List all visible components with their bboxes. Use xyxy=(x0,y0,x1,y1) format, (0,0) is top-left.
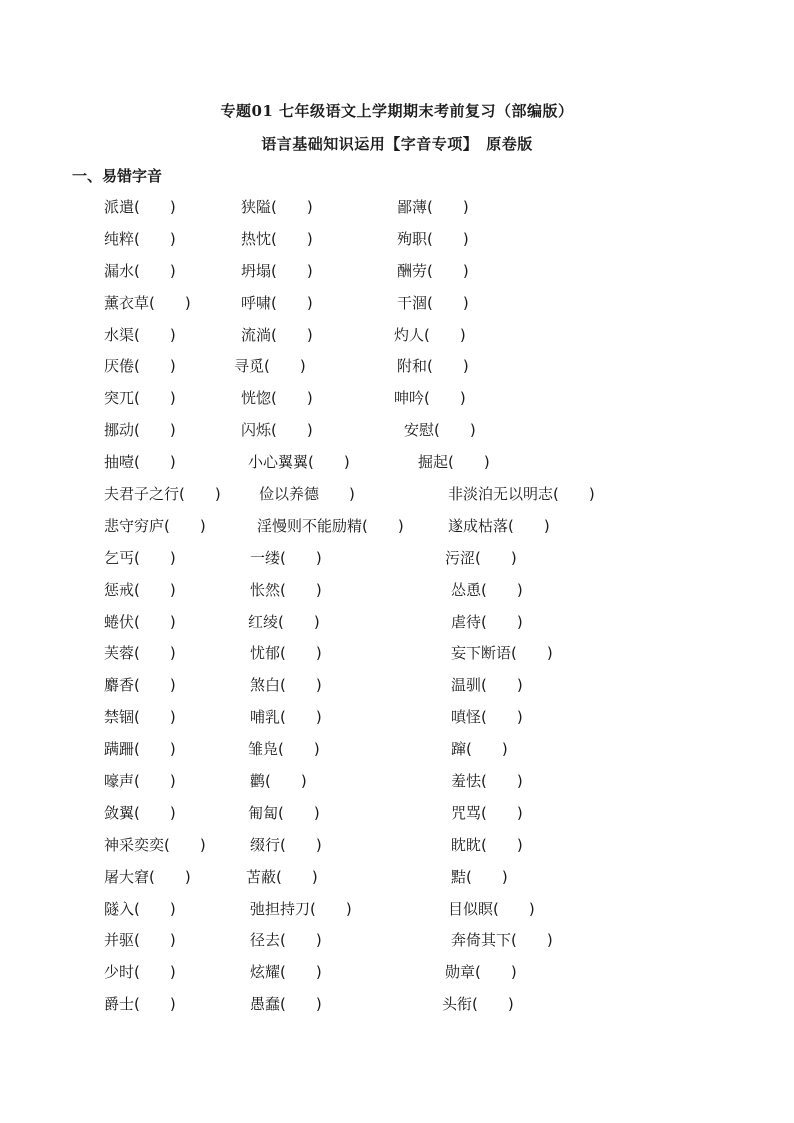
word-item: 并驱( ) xyxy=(104,931,176,950)
word-item: 红绫( ) xyxy=(248,612,320,631)
word-item: 小心翼翼( ) xyxy=(248,453,350,472)
word-item: 闪烁( ) xyxy=(241,421,313,440)
word-item: 薰衣草( ) xyxy=(104,293,191,312)
word-item: 挪动( ) xyxy=(104,421,176,440)
word-item: 鄙薄( ) xyxy=(397,198,469,216)
word-item: 遂成枯落( ) xyxy=(448,516,550,535)
word-item: 羞怯( ) xyxy=(451,772,523,791)
word-item: 炫耀( ) xyxy=(250,963,322,982)
word-row xyxy=(0,261,794,293)
word-item: 勋章( ) xyxy=(445,963,517,982)
word-row xyxy=(0,835,794,867)
word-item: 蹿( ) xyxy=(451,740,508,759)
word-item: 芙蓉( ) xyxy=(104,644,176,663)
word-item: 妄下断语( ) xyxy=(451,644,553,663)
word-item: 黠( ) xyxy=(451,867,508,886)
word-item: 头衔( ) xyxy=(442,995,514,1014)
word-item: 灼人( ) xyxy=(394,325,466,344)
word-item: 惩戒( ) xyxy=(104,580,176,599)
word-item: 鹳( ) xyxy=(250,772,307,791)
word-item: 爵士( ) xyxy=(104,995,176,1014)
word-row xyxy=(0,452,794,484)
word-row xyxy=(0,484,794,516)
word-item: 一缕( ) xyxy=(250,548,322,567)
word-item: 纯粹( ) xyxy=(104,229,176,248)
word-row xyxy=(0,771,794,803)
word-item: 俭以养德 ) xyxy=(259,485,355,504)
word-item: 缀行( ) xyxy=(250,835,322,854)
word-item: 虐待( ) xyxy=(451,612,523,631)
word-item: 蜷伏( ) xyxy=(104,612,176,631)
word-row xyxy=(0,962,794,994)
word-row xyxy=(0,612,794,644)
word-item: 温驯( ) xyxy=(451,676,523,695)
word-row xyxy=(0,930,794,962)
word-row xyxy=(0,229,794,261)
word-item: 呻吟( ) xyxy=(394,389,466,408)
word-row xyxy=(0,516,794,548)
word-row xyxy=(0,899,794,931)
word-item: 径去( ) xyxy=(250,931,322,950)
word-item: 屠大窘( ) xyxy=(104,867,191,886)
word-row xyxy=(0,293,794,325)
word-item: 敛翼( ) xyxy=(104,803,176,822)
word-item: 怂恿( ) xyxy=(451,580,523,599)
word-item: 愚蠢( ) xyxy=(250,995,322,1014)
word-item: 酬劳( ) xyxy=(397,261,469,280)
word-item: 突兀( ) xyxy=(104,389,176,408)
word-item: 漏水( ) xyxy=(104,261,176,280)
word-item: 污涩( ) xyxy=(445,548,517,567)
word-item: 煞白( ) xyxy=(250,676,322,695)
word-row xyxy=(0,325,794,357)
word-item: 嚎声( ) xyxy=(104,772,176,791)
word-item: 神采奕奕( ) xyxy=(104,835,206,854)
word-item: 悲守穷庐( ) xyxy=(104,516,206,535)
section-heading: 一、易错字音 xyxy=(72,167,163,185)
word-row xyxy=(0,803,794,835)
word-item: 忧郁( ) xyxy=(250,644,322,663)
word-item: 淫慢则不能励精( ) xyxy=(257,516,404,535)
word-item: 附和( ) xyxy=(397,357,469,376)
word-row xyxy=(0,707,794,739)
word-row xyxy=(0,739,794,771)
word-item: 雏凫( ) xyxy=(248,740,320,759)
word-item: 咒骂( ) xyxy=(451,803,523,822)
document-subtitle: 语言基础知识运用【字音专项】 原卷版 xyxy=(261,135,533,153)
word-item: 眈眈( ) xyxy=(451,835,523,854)
word-item: 水渠( ) xyxy=(104,325,176,344)
word-row xyxy=(0,548,794,580)
word-item: 干涸( ) xyxy=(397,293,469,312)
word-item: 流淌( ) xyxy=(241,325,313,344)
word-item: 隧入( ) xyxy=(104,899,176,918)
word-item: 热忱( ) xyxy=(241,229,313,248)
word-item: 掘起( ) xyxy=(418,453,490,472)
document-title: 专题01 七年级语文上学期期末考前复习（部编版） xyxy=(220,102,574,120)
word-item: 殉职( ) xyxy=(397,229,469,248)
word-item: 乞丐( ) xyxy=(104,548,176,567)
word-item: 坍塌( ) xyxy=(241,261,313,280)
word-row xyxy=(0,675,794,707)
word-item: 派遣( ) xyxy=(104,198,176,216)
word-list xyxy=(0,197,794,1026)
word-row xyxy=(0,643,794,675)
word-row xyxy=(0,388,794,420)
word-item: 哺乳( ) xyxy=(250,708,322,727)
word-item: 狭隘( ) xyxy=(241,198,313,216)
word-item: 怅然( ) xyxy=(250,580,322,599)
word-item: 少时( ) xyxy=(104,963,176,982)
word-row xyxy=(0,356,794,388)
word-item: 呼啸( ) xyxy=(241,293,313,312)
word-row xyxy=(0,867,794,899)
word-item: 奔倚其下( ) xyxy=(451,931,553,950)
word-row xyxy=(0,420,794,452)
word-item: 苫蔽( ) xyxy=(246,867,318,886)
word-row xyxy=(0,580,794,612)
word-item: 恍惚( ) xyxy=(241,389,313,408)
word-row xyxy=(0,994,794,1026)
word-item: 嗔怪( ) xyxy=(451,708,523,727)
word-item: 非淡泊无以明志( ) xyxy=(448,485,595,504)
word-item: 弛担持刀( ) xyxy=(250,899,352,918)
word-item: 蹒跚( ) xyxy=(104,740,176,759)
word-item: 禁锢( ) xyxy=(104,708,176,727)
word-item: 夫君子之行( ) xyxy=(104,485,221,504)
word-item: 厌倦( ) xyxy=(104,357,176,376)
word-item: 安慰( ) xyxy=(404,421,476,440)
word-item: 目似瞑( ) xyxy=(448,899,535,918)
word-item: 麝香( ) xyxy=(104,676,176,695)
word-row xyxy=(0,197,794,229)
word-item: 寻觅( ) xyxy=(234,357,306,376)
word-item: 匍匐( ) xyxy=(248,803,320,822)
word-item: 抽噎( ) xyxy=(104,453,176,472)
